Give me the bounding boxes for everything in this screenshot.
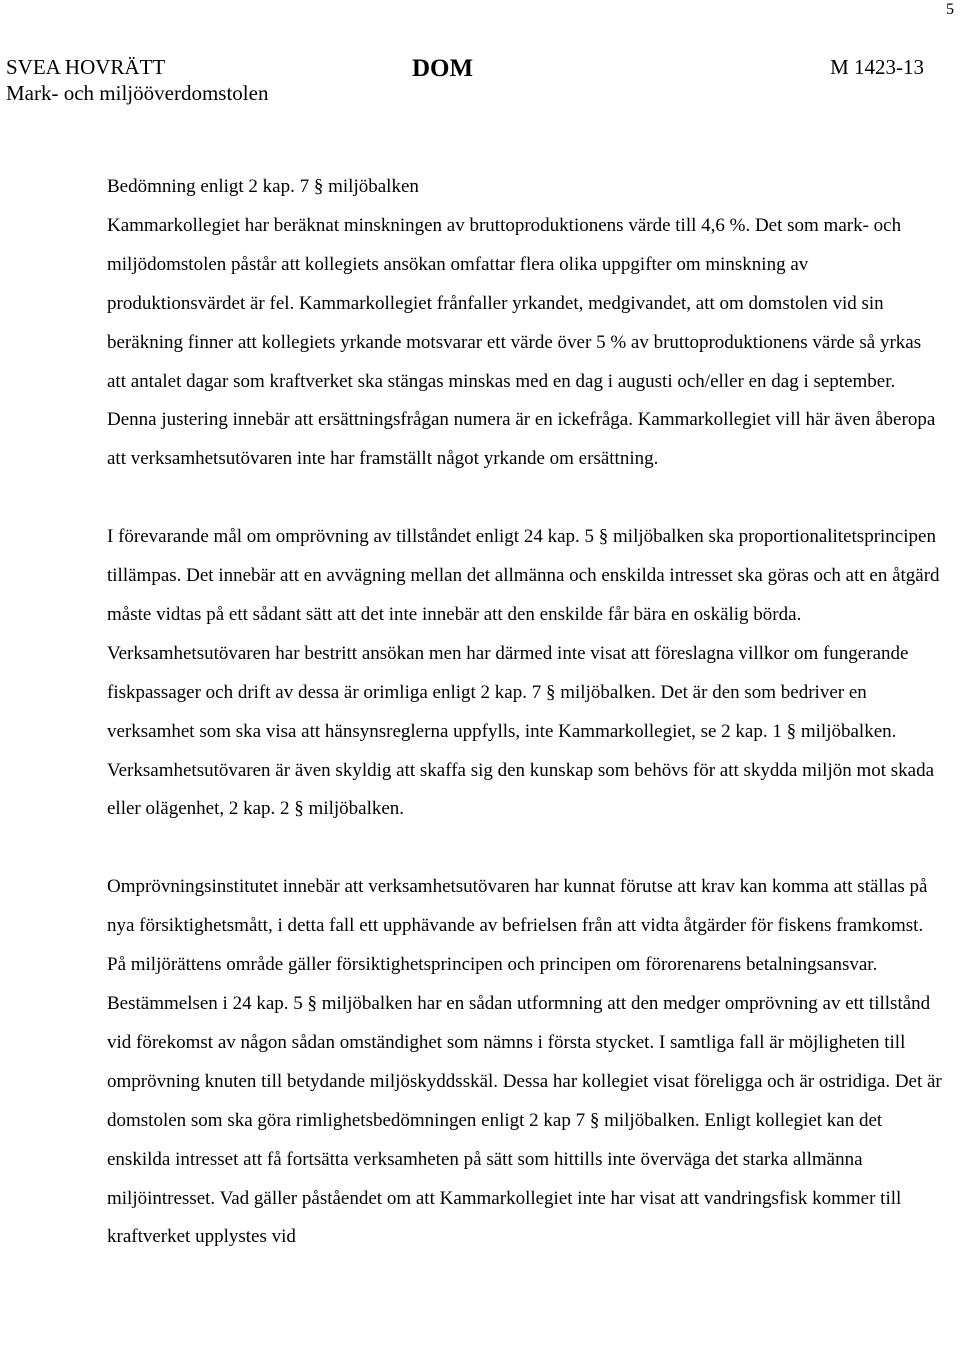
document-header [6, 54, 924, 106]
paragraph: Omprövningsinstitutet innebär att verksamhetsutövaren har kunnat förutse att krav kan komma att ställas på nya försiktighetsmått, i detta fall ett upphävande av befrielsen från att vidta åtgärder för fiskens framkomst. På miljörättens område gäller försiktighetsprincipen och principen om förorenarens betalningsansvar. Bestämmelsen i 24 kap. 5 § miljöbalken har en sådan utformning att den medger omprövning av ett tillstånd vid förekomst av någon sådan omständighet som nämns i första stycket. I samtliga fall är möjligheten till omprövning knuten till betydande miljöskyddsskäl. Dessa har kollegiet visat föreligga och är ostridiga. Det är domstolen som ska göra rimlighetsbedömningen enligt 2 kap 7 § miljöbalken. Enligt kollegiet kan det enskilda intresset att få fortsätta verksamheten på sätt som hittills inte överväga det starka allmänna miljöintresset. Vad gäller påståendet om att Kammarkollegiet inte har visat att vandringsfisk kommer till kraftverket upplystes vid [107, 876, 942, 1248]
court-name: SVEA HOVRÄTT [6, 55, 166, 79]
paragraph: Kammarkollegiet har beräknat minskningen av bruttoproduktionens värde till 4,6 %. Det som mark- och miljödomstolen påstår att kollegiets ansökan omfattar flera olika uppgifter om minskning av produktionsvärdet är fel. Kammarkollegiet frånfaller yrkandet, medgivandet, att om domstolen vid sin beräkning finner att kollegiets yrkande motsvarar ett värde över 5 % av bruttoproduktionens värde så yrkas att antalet dagar som kraftverket ska stängas minskas med en dag i augusti och/eller en dag i september. Denna justering innebär att ersättningsfrågan numera är en ickefråga. Kammarkollegiet vill här även åberopa att verksamhetsutövaren inte har framställt något yrkande om ersättning. [107, 214, 936, 470]
case-number: M 1423-13 [830, 55, 924, 79]
document-body [107, 168, 943, 1257]
document-type: DOM [412, 55, 474, 82]
paragraph: I förevarande mål om omprövning av tillståndet enligt 24 kap. 5 § miljöbalken ska proportionalitetsprincipen tillämpas. Det innebär att en avvägning mellan det allmänna och enskilda intresset ska göras och att en åtgärd måste vidtas på ett sådant sätt att det inte innebär att den enskilde får bära en oskälig börda. Verksamhetsutövaren har bestritt ansökan men har därmed inte visat att föreslagna villkor om fungerande fiskpassager och drift av dessa är orimliga enligt 2 kap. 7 § miljöbalken. Det är den som bedriver en verksamhet som ska visa att hänsynsreglerna uppfylls, inte Kammarkollegiet, se 2 kap. 1 § miljöbalken. Verksamhetsutövaren är även skyldig att skaffa sig den kunskap som behövs för att skydda miljön mot skada eller olägenhet, 2 kap. 2 § miljöbalken. [107, 526, 940, 820]
page-number: 5 [946, 1, 954, 18]
section-heading: Bedömning enligt 2 kap. 7 § miljöbalken [107, 176, 419, 197]
court-department: Mark- och miljööverdomstolen [6, 81, 269, 105]
